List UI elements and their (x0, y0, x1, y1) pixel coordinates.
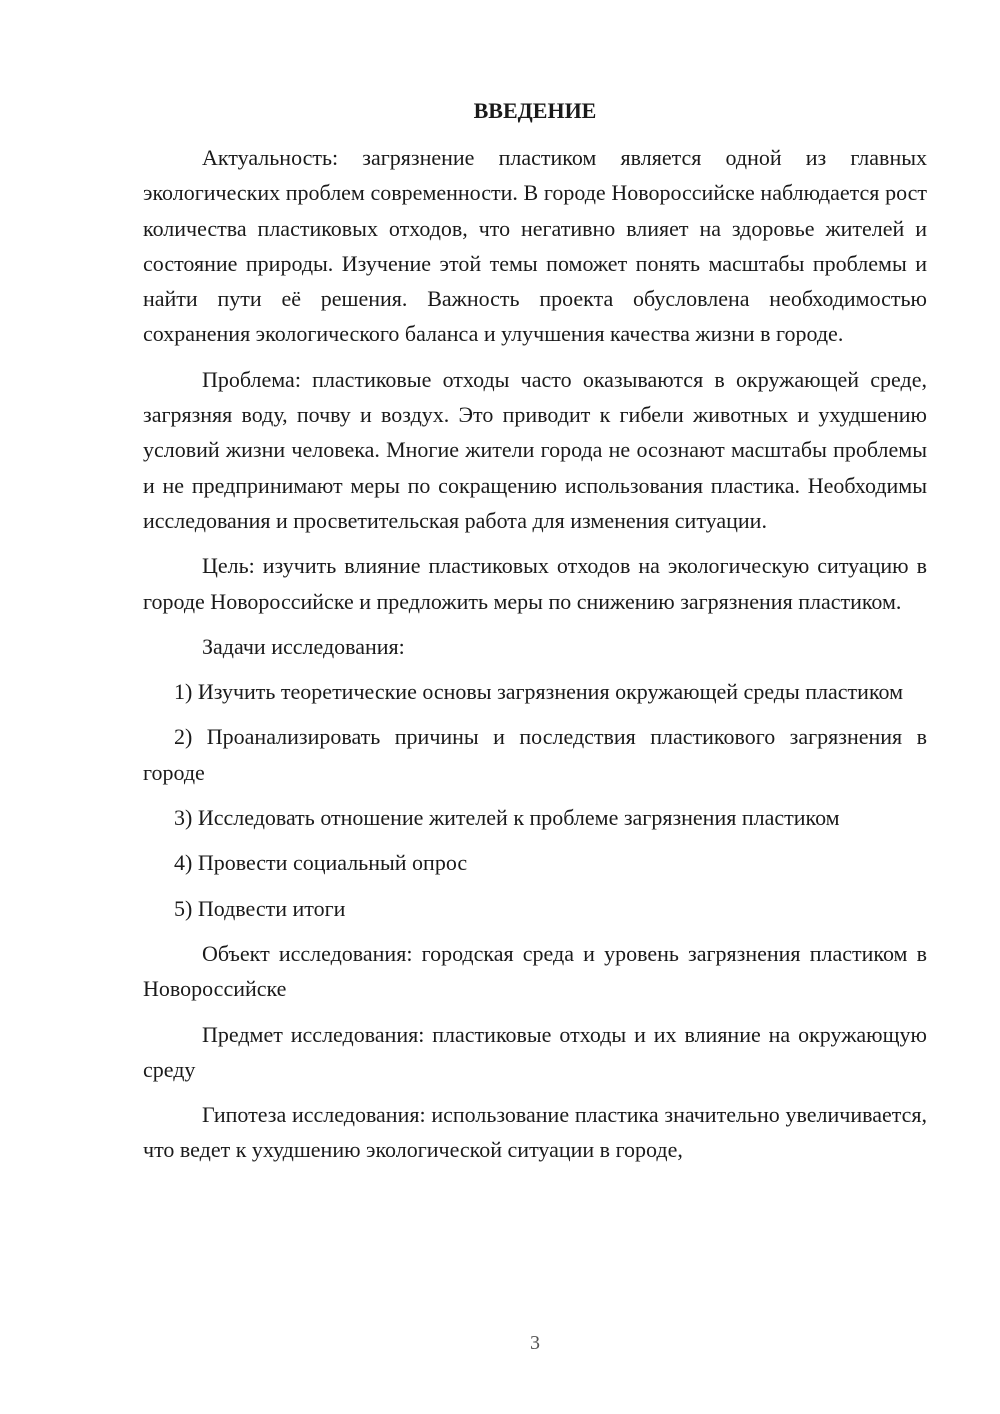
task-item-3: 3) Исследовать отношение жителей к проблеме загрязнения пластиком (174, 805, 840, 831)
problem-paragraph: Проблема: пластиковые отходы часто оказываются в окружающей среде, загрязняя воду, почву и воздух. Это приводит к гибели животных и ухудшению условий жизни человека. Многие жители города не осознают масштабы проблемы и не предпринимают меры по сокращению использования пластика. Необходимы исследования и просветительская работа для изменения ситуации. (143, 366, 927, 533)
page-number: 3 (530, 1332, 540, 1354)
task-item-1: 1) Изучить теоретические основы загрязнения окружающей среды пластиком (174, 679, 904, 705)
hypothesis-paragraph: Гипотеза исследования: использование пластика значительно увеличивается, что ведет к ухудшению экологической ситуации в городе, (143, 1102, 927, 1163)
task-item-4: 4) Провести социальный опрос (174, 850, 468, 876)
goal-paragraph: Цель: изучить влияние пластиковых отходов на экологическую ситуацию в городе Новороссийске и предложить меры по снижению загрязнения пластиком. (143, 553, 927, 614)
task-item-5: 5) Подвести итоги (174, 895, 346, 921)
relevance-paragraph: Актуальность: загрязнение пластиком является одной из главных экологических проблем современности. В городе Новороссийске наблюдается рост количества пластиковых отходов, что негативно влияет на здоровье жителей и состояние природы. Изучение этой темы поможет понять масштабы проблемы и найти пути её решения. Важность проекта обусловлена необходимостью сохранения экологического баланса и улучшения качества жизни в городе. (143, 145, 927, 347)
tasks-heading: Задачи исследования: (202, 633, 405, 659)
subject-paragraph: Предмет исследования: пластиковые отходы и их влияние на окружающую среду (143, 1021, 927, 1082)
task-item-2: 2) Проанализировать причины и последствия пластикового загрязнения в городе (143, 724, 927, 785)
object-paragraph: Объект исследования: городская среда и уровень загрязнения пластиком в Новороссийске (143, 940, 927, 1002)
section-heading: ВВЕДЕНИЕ (473, 98, 597, 123)
page-content (143, 92, 927, 1178)
